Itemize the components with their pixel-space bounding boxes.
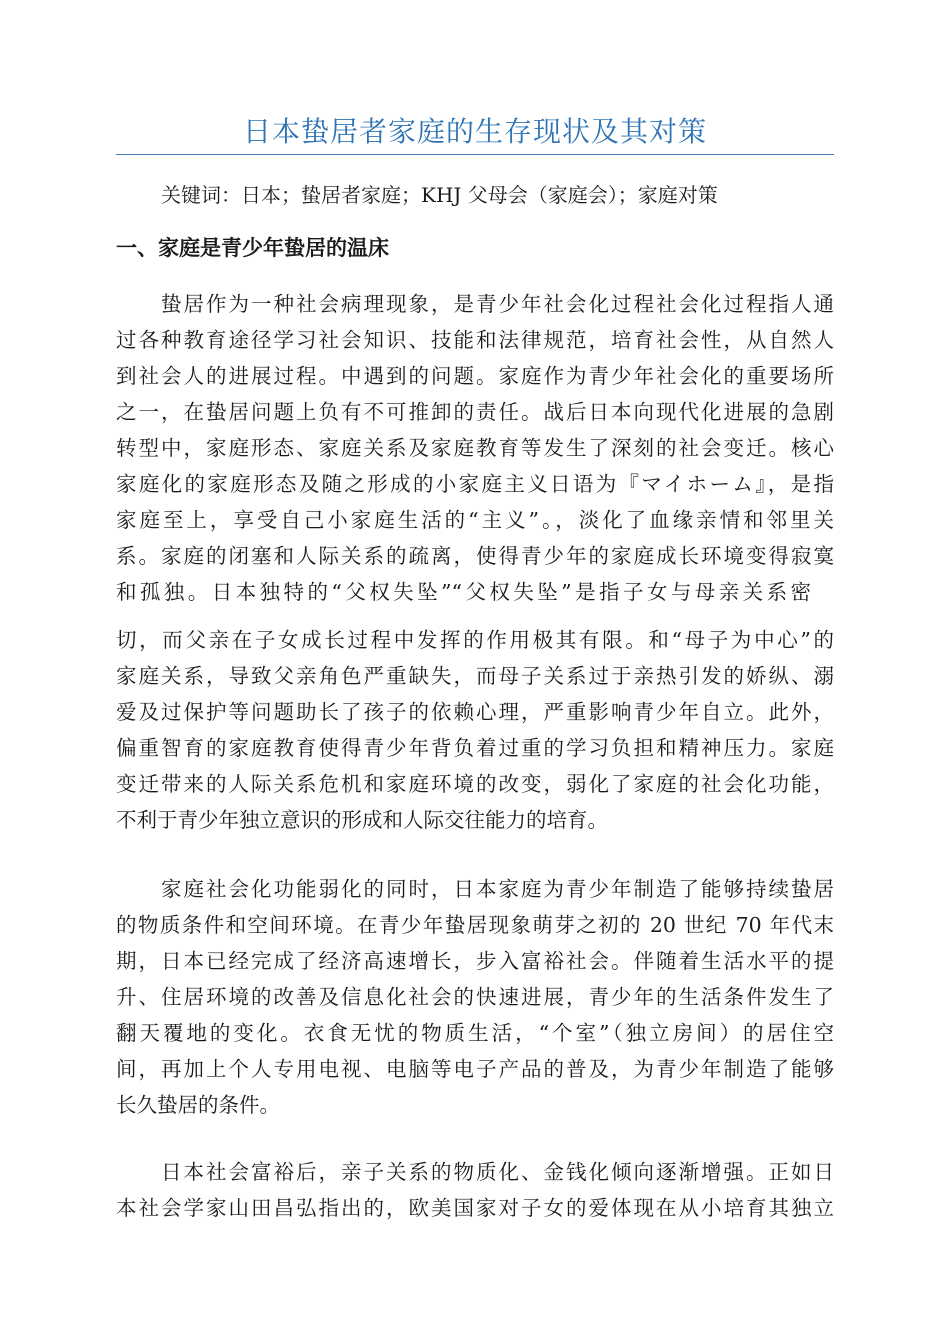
paragraph-line: 本社会学家山田昌弘指出的，欧美国家对子女的爱体现在从小培育其独立 — [116, 1196, 834, 1220]
section-heading: 一、家庭是青少年蛰居的温床 — [116, 236, 389, 260]
paragraph-line: 和孤独。日本独特的“父权失坠”“父权失坠”是指子女与母亲关系密 — [116, 580, 811, 604]
paragraph-line: 升、住居环境的改善及信息化社会的快速进展，青少年的生活条件发生了 — [116, 985, 834, 1009]
paragraph-line: 家庭关系，导致父亲角色严重缺失，而母子关系过于亲热引发的娇纵、溺 — [116, 664, 834, 688]
paragraph-line: 长久蛰居的条件。 — [116, 1093, 280, 1117]
paragraph-line: 变迁带来的人际关系危机和家庭环境的改变，弱化了家庭的社会化功能， — [116, 772, 834, 796]
paragraph-line: 偏重智育的家庭教育使得青少年背负着过重的学习负担和精神压力。家庭 — [116, 736, 834, 760]
paragraph-line: 不利于青少年独立意识的形成和人际交往能力的培育。 — [116, 808, 608, 832]
paragraph-line: 家庭社会化功能弱化的同时，日本家庭为青少年制造了能够持续蛰居 — [161, 877, 834, 901]
paragraph-line: 转型中，家庭形态、家庭关系及家庭教育等发生了深刻的社会变迁。核心 — [116, 436, 834, 460]
paragraph-line: 日本社会富裕后，亲子关系的物质化、金钱化倾向逐渐增强。正如日 — [161, 1160, 834, 1184]
paragraph-line: 切，而父亲在子女成长过程中发挥的作用极其有限。和“母子为中心”的 — [116, 628, 834, 652]
paragraph-line: 期，日本已经完成了经济高速增长，步入富裕社会。伴随着生活水平的提 — [116, 949, 834, 973]
paragraph-line: 爱及过保护等问题助长了孩子的依赖心理，严重影响青少年自立。此外， — [116, 700, 834, 724]
paragraph-line: 蛰居作为一种社会病理现象，是青少年社会化过程社会化过程指人通 — [161, 292, 834, 316]
paragraph-line: 的物质条件和空间环境。在青少年蛰居现象萌芽之初的 20 世纪 70 年代末 — [116, 913, 834, 937]
paragraph-line: 间，再加上个人专用电视、电脑等电子产品的普及，为青少年制造了能够 — [116, 1057, 834, 1081]
document-title: 日本蛰居者家庭的生存现状及其对策 — [242, 115, 707, 148]
paragraph-line: 到社会人的进展过程。中遇到的问题。家庭作为青少年社会化的重要场所 — [116, 364, 834, 388]
title-underline — [116, 154, 834, 155]
paragraph-line: 过各种教育途径学习社会知识、技能和法律规范，培育社会性，从自然人 — [116, 328, 834, 352]
paragraph-line: 家庭至上，享受自己小家庭生活的“主义”。，淡化了血缘亲情和邻里关 — [116, 508, 834, 532]
keywords-line: 关键词：日本；蛰居者家庭；KHJ 父母会（家庭会）；家庭对策 — [161, 183, 718, 207]
paragraph-line: 之一，在蛰居问题上负有不可推卸的责任。战后日本向现代化进展的急剧 — [116, 400, 834, 424]
paragraph-line: 翻天覆地的变化。衣食无忧的物质生活，“个室”（独立房间）的居住空 — [116, 1021, 834, 1045]
paragraph-line: 系。家庭的闭塞和人际关系的疏离，使得青少年的家庭成长环境变得寂寞 — [116, 544, 834, 568]
paragraph-line: 家庭化的家庭形态及随之形成的小家庭主义日语为『マイホーム』，是指 — [116, 472, 834, 496]
